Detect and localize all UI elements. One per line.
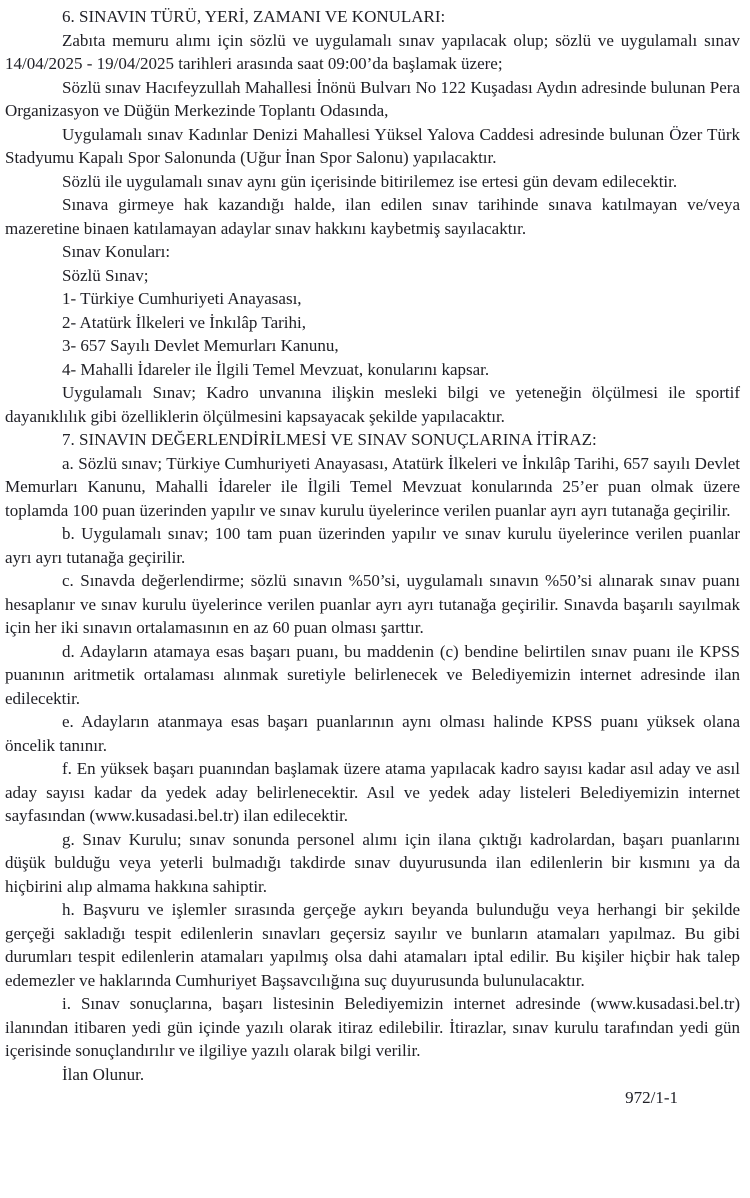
paragraph: d. Adayların atamaya esas başarı puanı, bu maddenin (c) bendine belirtilen sınav puanı ile KPSS puanının aritmetik ortalaması alınmak suretiyle belirlenecek ve Belediyemizin internet adresinde ilan edilecektir. [5, 641, 740, 708]
list-item: 4- Mahalli İdareler ile İlgili Temel Mevzuat, konularını kapsar. [62, 359, 490, 379]
list-item: 2- Atatürk İlkeleri ve İnkılâp Tarihi, [62, 312, 306, 332]
list-item: 3- 657 Sayılı Devlet Memurları Kanunu, [62, 336, 339, 355]
paragraph: c. Sınavda değerlendirme; sözlü sınavın %50’si, uygulamalı sınavın %50’si alınarak sınav puanı hesaplanır ve sınav kurulu üyelerince verilen puanlar ayrı ayrı tutanağa geçirilir. Sınavda başarılı sayılmak için her iki sınavın ortalamasının en az 60 puan olması şarttır. [5, 571, 740, 637]
paragraph: Sınava girmeye hak kazandığı halde, ilan edilen sınav tarihinde sınava katılmayan ve/veya mazeretine binaen katılamayan adaylar sınav hakkını kaybetmiş sayılacaktır. [5, 195, 740, 238]
paragraph: b. Uygulamalı sınav; 100 tam puan üzerinden yapılır ve sınav kurulu üyelerince verilen puanlar ayrı ayrı tutanağa geçirilir. [5, 524, 740, 567]
list-item: 1- Türkiye Cumhuriyeti Anayasası, [62, 289, 302, 308]
paragraph: Sınav Konuları: [62, 242, 171, 261]
paragraph: Sözlü sınav Hacıfeyzullah Mahallesi İnönü Bulvarı No 122 Kuşadası Aydın adresinde bulunan Pera Organizasyon ve Düğün Merkezinde Toplantı Odasında, [5, 77, 740, 120]
paragraph: i. Sınav sonuçlarına, başarı listesinin Belediyemizin internet adresinde (www.kusadasi.bel.tr) ilanından itibaren yedi gün içinde yazılı olarak itiraz edilebilir. İtirazlar, sınav kurulu tarafından yedi gün içerisinde sonuçlandırılır ve ilgiliye yazılı olarak bilgi verilir. [5, 994, 740, 1060]
document-body [5, 5, 740, 1110]
paragraph: Sözlü ile uygulamalı sınav aynı gün içerisinde bitirilemez ise ertesi gün devam edilecektir. [62, 171, 678, 191]
gazette-code: 972/1-1 [625, 1088, 678, 1107]
paragraph: e. Adayların atanmaya esas başarı puanlarının aynı olması halinde KPSS puanı yüksek olana öncelik tanınır. [5, 712, 740, 755]
paragraph: g. Sınav Kurulu; sınav sonunda personel alımı için ilana çıktığı kadrolardan, başarı puanlarını düşük bulduğu veya yeterli bulmadığı takdirde sınav duyurusunda ilan edilenlerin bir kısmını ya da hiçbirini alıp almama hakkına sahiptir. [5, 829, 740, 896]
section-heading: 6. SINAVIN TÜRÜ, YERİ, ZAMANI VE KONULARI: [62, 7, 446, 26]
section-heading: 7. SINAVIN DEĞERLENDİRİLMESİ VE SINAV SONUÇLARINA İTİRAZ: [62, 430, 597, 449]
paragraph: Uygulamalı sınav Kadınlar Denizi Mahallesi Yüksel Yalova Caddesi adresinde bulunan Özer Türk Stadyumu Kapalı Spor Salonunda (Uğur İnan Spor Salonu) yapılacaktır. [5, 124, 740, 167]
paragraph: a. Sözlü sınav; Türkiye Cumhuriyeti Anayasası, Atatürk İlkeleri ve İnkılâp Tarihi, 657 sayılı Devlet Memurları Kanunu, Mahalli İdareler ile İlgili Temel Mevzuat konularında 25’er puan olmak üzere toplamda 100 puan üzerinden yapılır ve sınav kurulu üyelerince verilen puanlar ayrı ayrı tutanağa geçirilir. [5, 453, 740, 520]
paragraph: Sözlü Sınav; [62, 265, 149, 285]
paragraph: Uygulamalı Sınav; Kadro unvanına ilişkin mesleki bilgi ve yeteneğin ölçülmesi ile sportif dayanıklılık gibi özelliklerin ölçülmesini kapsayacak şekilde yapılacaktır. [5, 383, 740, 426]
paragraph: Zabıta memuru alımı için sözlü ve uygulamalı sınav yapılacak olup; sözlü ve uygulamalı sınav 14/04/2025 - 19/04/2025 tarihleri arasında saat 09:00’da başlamak üzere; [5, 30, 740, 73]
paragraph: h. Başvuru ve işlemler sırasında gerçeğe aykırı beyanda bulunduğu veya herhangi bir şekilde gerçeği sakladığı tespit edilenlerin sınavları geçersiz sayılır ve bunların atamaları yapılmaz. Bu gibi durumları tespit edilenlerin atamaları yapılmış olsa dahi atamaları iptal edilir. Bu kişiler hiçbir hak talep edemezler ve haklarında Cumhuriyet Başsavcılığına suç duyurusunda bulunulacaktır. [5, 900, 740, 990]
paragraph: f. En yüksek başarı puanından başlamak üzere atama yapılacak kadro sayısı kadar asıl aday ve asıl aday sayısı kadar da yedek aday belirlenecektir. Asıl ve yedek aday listeleri Belediyemizin internet sayfasından (www.kusadasi.bel.tr) ilan edilecektir. [5, 759, 740, 825]
paragraph: İlan Olunur. [62, 1064, 145, 1084]
